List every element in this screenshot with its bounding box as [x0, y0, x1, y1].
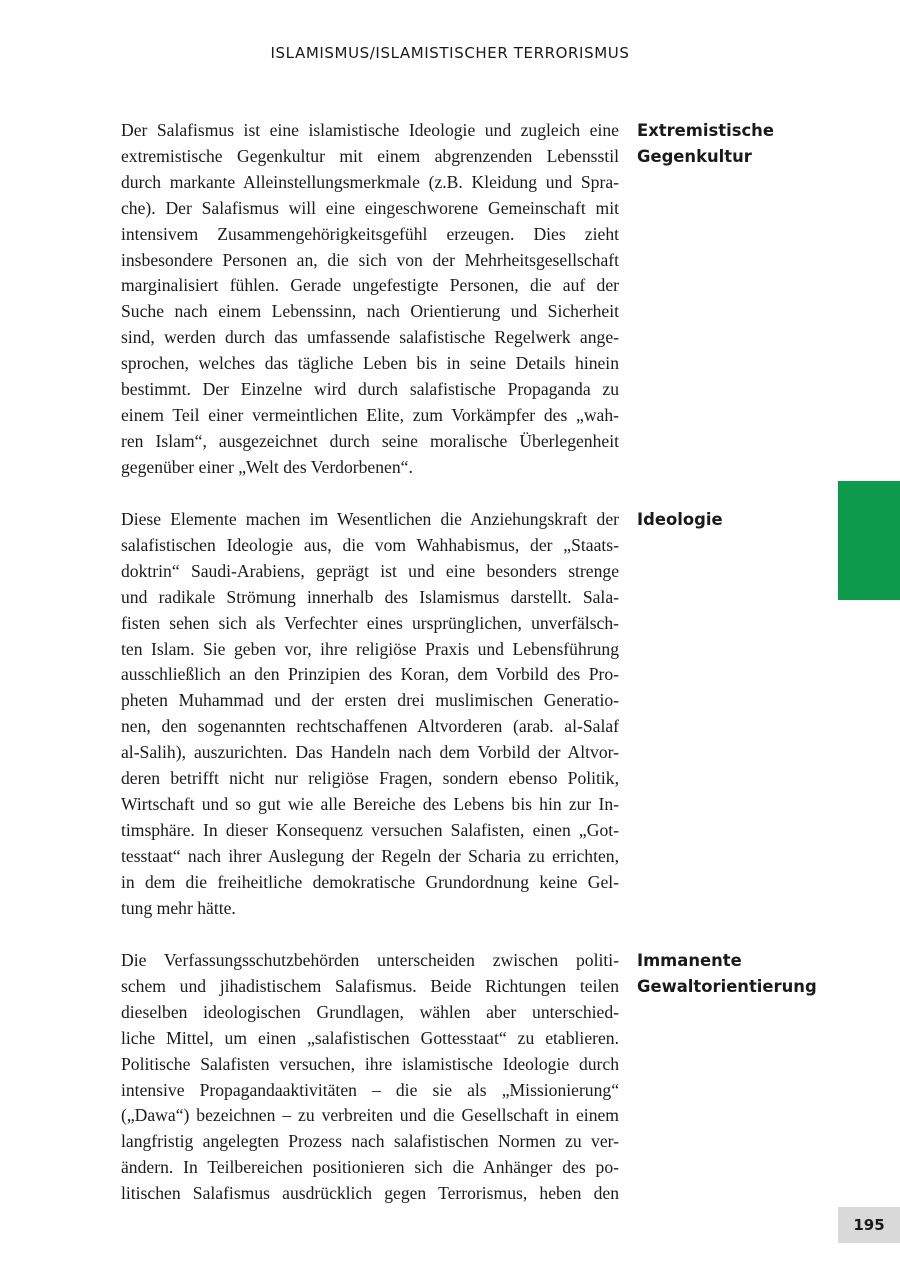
side-heading-line: Extremistische: [637, 121, 774, 140]
text-line: salafistischen Ideologie aus, die vom Wahhabismus, der „Staats-: [121, 534, 619, 555]
text-line: tesstaat“ nach ihrer Auslegung der Regeln der Scharia zu errichten,: [121, 845, 619, 866]
text-line: dieselben ideologischen Grundlagen, wählen aber unterschied-: [121, 1001, 619, 1022]
text-line: einem Teil einer vermeintlichen Elite, zum Vorkämpfer des „wah-: [121, 404, 619, 425]
chapter-color-tab: [838, 481, 900, 600]
text-line: intensivem Zusammengehörigkeitsgefühl erzeugen. Dies zieht: [121, 223, 619, 244]
side-heading-line: Gegenkultur: [637, 147, 752, 166]
text-line: durch markante Alleinstellungsmerkmale (z.B. Kleidung und Spra-: [121, 171, 619, 192]
paragraph: [121, 948, 619, 1207]
text-line: deren betrifft nicht nur religiöse Fragen, sondern ebenso Politik,: [121, 768, 619, 789]
text-line: schem und jihadistischem Salafismus. Beide Richtungen teilen: [121, 975, 619, 996]
page-number: 195: [838, 1207, 900, 1243]
text-line: sprochen, welches das tägliche Leben bis in seine Details hinein: [121, 353, 619, 374]
text-line: gegenüber einer „Welt des Verdorbenen“.: [121, 456, 413, 477]
text-line: tung mehr hätte.: [121, 897, 236, 918]
text-line: bestimmt. Der Einzelne wird durch salafistische Propaganda zu: [121, 379, 619, 400]
text-line: („Dawa“) bezeichnen – zu verbreiten und die Gesellschaft in einem: [121, 1105, 619, 1126]
text-line: al-Salih), auszurichten. Das Handeln nach dem Vorbild der Altvor-: [121, 742, 619, 763]
text-line: timsphäre. In dieser Konsequenz versuchen Salafisten, einen „Got-: [121, 819, 619, 840]
text-line: Suche nach einem Lebenssinn, nach Orientierung und Sicherheit: [121, 301, 619, 322]
text-line: ten Islam. Sie geben vor, ihre religiöse Praxis und Lebensführung: [121, 638, 619, 659]
text-line: intensive Propagandaaktivitäten – die sie als „Missionierung“: [121, 1079, 619, 1100]
side-heading-line: Immanente: [637, 951, 742, 970]
text-line: che). Der Salafismus will eine eingeschworene Gemeinschaft mit: [121, 197, 619, 218]
side-heading-line: Ideologie: [637, 510, 723, 529]
text-line: Die Verfassungsschutzbehörden unterscheiden zwischen politi-: [121, 950, 619, 970]
text-line: ren Islam“, ausgezeichnet durch seine moralische Überlegenheit: [121, 430, 619, 451]
text-line: ändern. In Teilbereichen positionieren sich die Anhänger des po-: [121, 1157, 619, 1178]
text-line: sind, werden durch das umfassende salafistische Regelwerk ange-: [121, 327, 619, 348]
side-heading-line: Gewaltorientierung: [637, 977, 817, 996]
side-heading-ideologie: [637, 507, 837, 533]
text-line: in dem die freiheitliche demokratische Grundordnung keine Gel-: [121, 871, 619, 892]
side-heading-gegenkultur: [637, 118, 837, 170]
text-line: extremistische Gegenkultur mit einem abgrenzenden Lebensstil: [121, 145, 619, 166]
side-heading-gewaltorientierung: [637, 948, 837, 1000]
text-line: Wirtschaft und so gut wie alle Bereiche des Lebens bis hin zur In-: [121, 793, 619, 814]
text-line: langfristig angelegten Prozess nach salafistischen Normen zu ver-: [121, 1131, 619, 1152]
running-header: ISLAMISMUS/ISLAMISTISCHER TERRORISMUS: [270, 44, 630, 62]
text-line: Diese Elemente machen im Wesentlichen die Anziehungskraft der: [121, 509, 619, 529]
text-line: insbesondere Personen an, die sich von der Mehrheitsgesellschaft: [121, 249, 619, 270]
text-line: nen, den sogenannten rechtschaffenen Altvorderen (arab. al-Salaf: [121, 716, 619, 737]
text-line: ausschließlich an den Prinzipien des Koran, dem Vorbild des Pro-: [121, 664, 619, 685]
text-line: Politische Salafisten versuchen, ihre islamistische Ideologie durch: [121, 1053, 619, 1074]
paragraph: [121, 118, 619, 481]
text-line: doktrin“ Saudi-Arabiens, geprägt ist und eine besonders strenge: [121, 560, 619, 581]
text-line: Der Salafismus ist eine islamistische Ideologie und zugleich eine: [121, 120, 619, 140]
text-line: marginalisiert fühlen. Gerade ungefestigte Personen, die auf der: [121, 275, 619, 296]
text-line: litischen Salafismus ausdrücklich gegen Terrorismus, heben den: [121, 1183, 619, 1204]
text-line: und radikale Strömung innerhalb des Islamismus darstellt. Sala-: [121, 586, 619, 607]
paragraph: [121, 507, 619, 922]
text-line: fisten sehen sich als Verfechter eines ursprünglichen, unverfälsch-: [121, 612, 619, 633]
text-line: pheten Muhammad und der ersten drei muslimischen Generatio-: [121, 690, 619, 711]
text-line: liche Mittel, um einen „salafistischen Gottesstaat“ zu etablieren.: [121, 1027, 619, 1048]
